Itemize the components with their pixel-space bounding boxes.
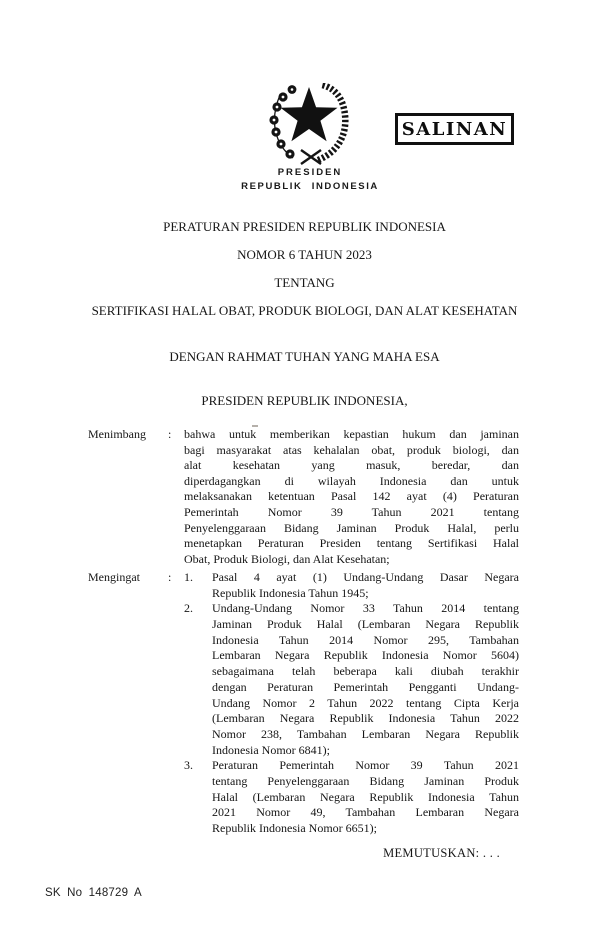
menimbang-text [184,427,519,567]
menimbang-section [88,427,519,567]
item-text [212,601,519,758]
text-line: Peraturan Pemerintah Nomor 39 Tahun 2021 [212,758,519,773]
item-text [212,570,519,601]
wreath-right-rice [318,85,345,160]
text-line: Nomor 238, Tambahan Lembaran Negara Republik [212,726,519,741]
text-line: bahwa untuk memberikan kepastian hukum dan jaminan [184,427,519,441]
mengingat-section [88,570,519,837]
item-number: 1. [184,570,193,584]
menimbang-colon: : [168,427,172,441]
salinan-stamp-label: SALINAN [401,118,508,140]
text-line: melaksanakan ketentuan Pasal 142 ayat (4) Peraturan [184,489,519,504]
invocation-line: DENGAN RAHMAT TUHAN YANG MAHA ESA [169,349,440,364]
text-line: (Lembaran Negara Republik Indonesia Tahun 2022 [212,711,519,726]
text-line: Jaminan Produk Halal (Lembaran Negara Republik [212,617,519,632]
letterhead [230,166,390,194]
letterhead-presiden: PRESIDEN [277,167,343,178]
text-line: sebagaimana telah beberapa kali diubah terakhir [212,664,519,679]
presidential-emblem [257,83,361,169]
legal-basis-item [184,758,519,836]
item-number: 2. [184,601,193,616]
menimbang-label: Menimbang [88,427,146,441]
text-line: Halal (Lembaran Negara Republik Indonesia Tahun [212,789,519,804]
legal-basis-item [184,601,519,758]
item-number: 3. [184,758,193,773]
text-line: tentang Penyelenggaraan Bidang Jaminan Produk [212,773,519,788]
text-line: 2021 Nomor 49, Tambahan Lembaran Negara [212,805,519,820]
text-line: alat kesehatan yang masuk, beredar, dan [184,458,519,473]
wreath-left-cotton [269,85,296,159]
legal-basis-item [184,570,519,601]
tentang-label: TENTANG [274,275,335,290]
mengingat-label: Mengingat [88,570,140,584]
text-line: Obat, Produk Biologi, dan Alat Kesehatan; [184,551,390,566]
regulation-title: PERATURAN PRESIDEN REPUBLIK INDONESIA [163,219,446,234]
text-line: Undang Nomor 2 Tahun 2022 tentang Cipta Kerja [212,695,519,710]
mengingat-colon: : [168,570,172,584]
text-line: diperdagangkan di wilayah Indonesia dan untuk [184,473,519,488]
salinan-stamp [395,113,514,145]
regulation-number: NOMOR 6 TAHUN 2023 [237,247,372,262]
text-line: Pasal 4 ayat (1) Undang-Undang Dasar Negara [212,570,519,584]
sk-number: SK No 148729 A [45,887,142,899]
text-line: bagi masyarakat atas kehalalan obat, produk biologi, dan [184,442,519,457]
text-line: Pemerintah Nomor 39 Tahun 2021 tentang [184,504,519,519]
authority-line: PRESIDEN REPUBLIK INDONESIA, [201,393,408,408]
text-line: Lembaran Negara Republik Indonesia Nomor 5604) [212,648,519,663]
item-text [212,758,519,836]
text-line: menetapkan Peraturan Presiden tentang Sertifikasi Halal [184,536,519,551]
regulation-subject: SERTIFIKASI HALAL OBAT, PRODUK BIOLOGI, DAN ALAT KESEHATAN [91,303,518,318]
text-line: Republik Indonesia Nomor 6651); [212,821,377,835]
text-line: Republik Indonesia Tahun 1945; [212,585,369,600]
text-line: Undang-Undang Nomor 33 Tahun 2014 tentang [212,601,519,616]
mengingat-list [184,570,519,837]
text-line: Penyelenggaraan Bidang Jaminan Produk Halal, perlu [184,520,519,535]
letterhead-republik-indonesia: REPUBLIK INDONESIA [241,181,379,192]
star-icon [281,87,338,141]
memutuskan-line: MEMUTUSKAN: . . . [383,846,500,860]
text-line: dengan Peraturan Pemerintah Pengganti Undang- [212,679,519,694]
text-line: Indonesia Tahun 2014 Nomor 295, Tambahan [212,632,519,647]
star-wreath-emblem-icon [257,83,361,169]
text-line: Indonesia Nomor 6841); [212,742,330,757]
